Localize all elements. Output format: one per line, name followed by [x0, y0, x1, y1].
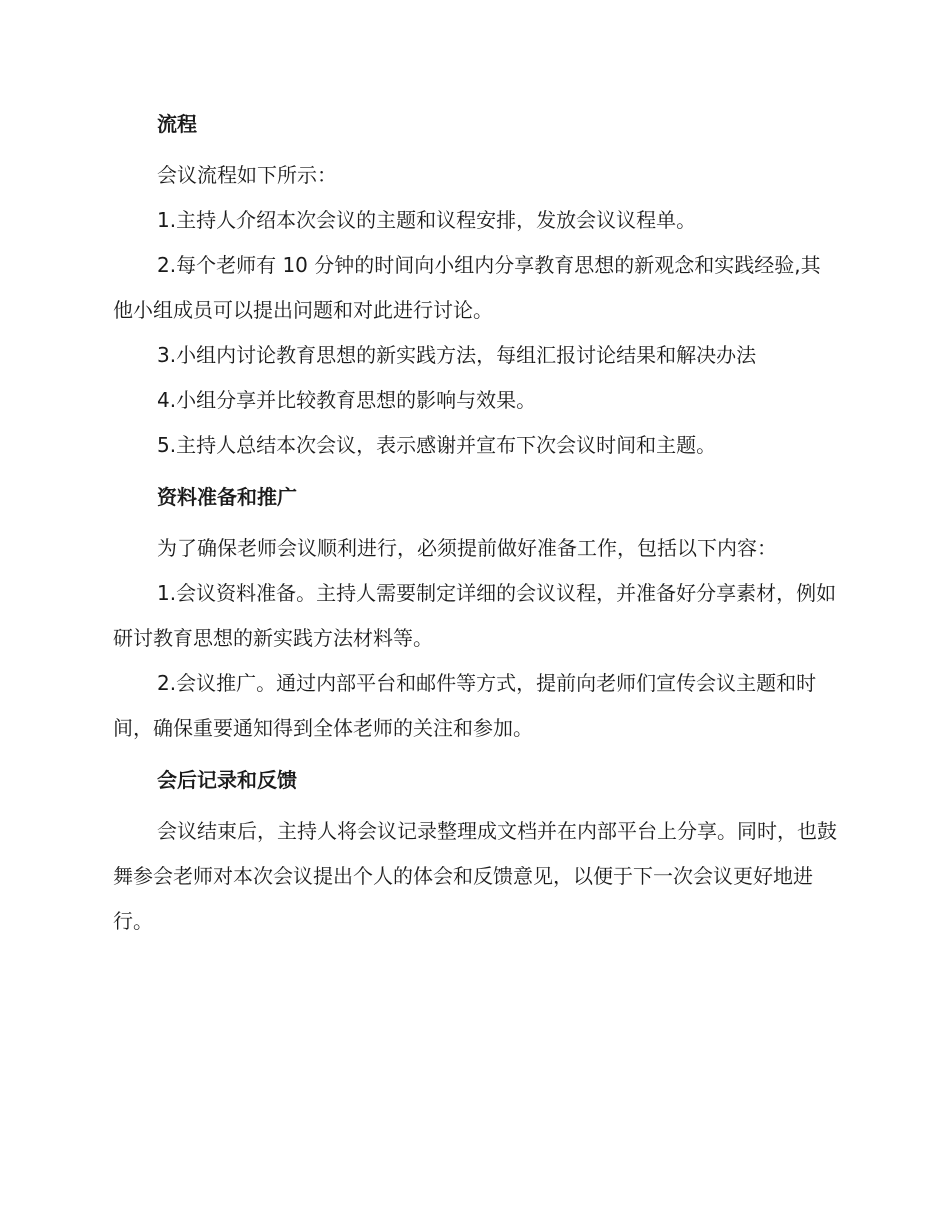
followup-body: 会议结束后，主持人将会议记录整理成文档并在内部平台上分享。同时，也鼓舞参会老师对本次会议提出个人的体会和反馈意见，以便于下一次会议更好地进行。	[113, 819, 837, 933]
section-heading-preparation: 资料准备和推广	[157, 485, 297, 509]
section-heading-followup: 会后记录和反馈	[157, 768, 297, 792]
process-item-3: 3.小组内讨论教育思想的新实践方法，每组汇报讨论结果和解决办法	[157, 343, 757, 367]
process-item-4: 4.小组分享并比较教育思想的影响与效果。	[157, 388, 537, 412]
document-page	[113, 108, 837, 944]
process-item-5: 5.主持人总结本次会议，表示感谢并宣布下次会议时间和主题。	[157, 433, 717, 457]
process-item-2: 2.每个老师有 10 分钟的时间向小组内分享教育思想的新观念和实践经验,其他小组成员可以提出问题和对此进行讨论。	[113, 253, 821, 322]
process-item-1: 1.主持人介绍本次会议的主题和议程安排，发放会议议程单。	[157, 208, 697, 232]
preparation-item-1: 1.会议资料准备。主持人需要制定详细的会议议程，并准备好分享素材，例如研讨教育思想的新实践方法材料等。	[113, 581, 837, 650]
preparation-intro: 为了确保老师会议顺利进行，必须提前做好准备工作，包括以下内容：	[157, 536, 777, 560]
preparation-item-2: 2.会议推广。通过内部平台和邮件等方式，提前向老师们宣传会议主题和时间，确保重要通知得到全体老师的关注和参加。	[113, 671, 817, 740]
process-intro: 会议流程如下所示：	[157, 163, 337, 187]
section-heading-process: 流程	[157, 112, 197, 136]
